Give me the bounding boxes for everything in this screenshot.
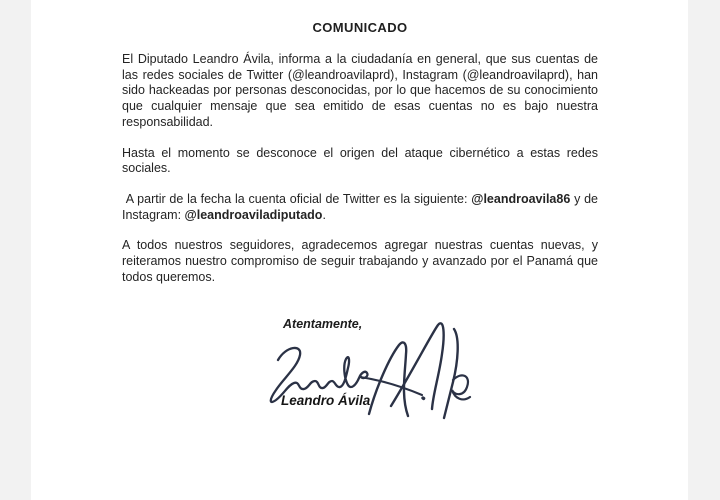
paragraph-text: A todos nuestros seguidores, agradecemos agregar nuestras cuentas nuevas, y reiteramos nuestro compromiso de seguir trabajando y avanzado por el Panamá que todos queremos.	[122, 238, 598, 284]
paragraph-text: A partir de la fecha la cuenta oficial de Twitter es la siguiente:	[122, 191, 472, 206]
signature-stroke	[391, 323, 444, 409]
signature-stroke	[360, 377, 422, 395]
handwritten-signature	[248, 320, 480, 426]
paragraph-followers-thanks	[122, 238, 598, 285]
signature-stroke	[452, 375, 470, 399]
paragraph-new-accounts	[122, 192, 598, 223]
signer-name: Leandro Ávila	[281, 393, 371, 408]
paragraph-text: Hasta el momento se desconoce el origen del ataque cibernético a estas redes sociales.	[122, 145, 598, 176]
paragraph-attack-origin	[122, 146, 598, 177]
document-paper	[31, 0, 688, 500]
paragraph-text: El Diputado Leandro Ávila, informa a la ciudadanía en general, que sus cuentas de las redes sociales de Twitter (@leandroavilaprd), Instagram (@leandroavilaprd), han sido hackeadas por personas desconocidas, por lo que hacemos de su conocimiento que cualquier mensaje que sea emitido de esas cuentas no es bajo nuestra responsabilidad.	[122, 52, 598, 129]
instagram-handle: @leandroaviladiputado	[184, 207, 323, 222]
twitter-handle: @leandroavila86	[471, 191, 571, 206]
paragraph-text: .	[322, 207, 326, 222]
signature-stroke	[444, 329, 458, 418]
document-title: COMUNICADO	[312, 20, 408, 35]
paragraph-text: y de Instagram:	[122, 191, 598, 222]
paragraph-hacked-accounts	[122, 52, 598, 131]
document-content	[122, 20, 598, 300]
signature-stroke	[271, 348, 368, 402]
closing-salutation: Atentamente,	[283, 317, 363, 331]
